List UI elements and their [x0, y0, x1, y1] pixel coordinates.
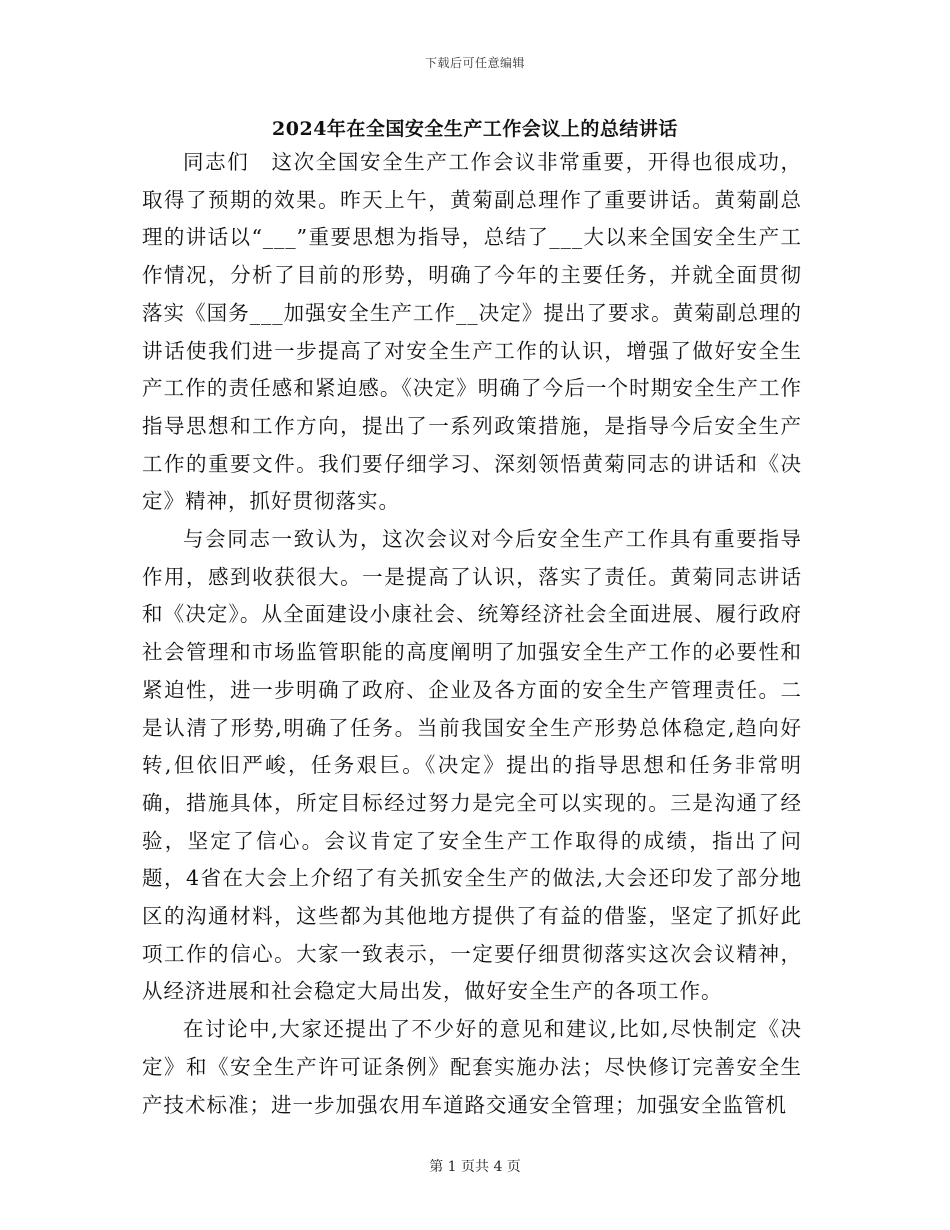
paragraph: 与会同志一致认为，这次会议对今后安全生产工作具有重要指导作用，感到收获很大。一是提高了认识，落实了责任。黄菊同志讲话和《决定》。从全面建设小康社会、统筹经济社会全面进展、履行政府社会管理和市场监管职能的高度阐明了加强安全生产工作的必要性和紧迫性，进一步明确了政府、企业及各方面的安全生产管理责任。二是认清了形势,明确了任务。当前我国安全生产形势总体稳定,趋向好转,但依旧严峻，任务艰巨。《决定》提出的指导思想和任务非常明确，措施具体，所定目标经过努力是完全可以实现的。三是沟通了经验，坚定了信心。会议肯定了安全生产工作取得的成绩，指出了问题，4省在大会上介绍了有关抓安全生产的做法,大会还印发了部分地区的沟通材料，这些都为其他地方提供了有益的借鉴，坚定了抓好此项工作的信心。大家一致表示，一定要仔细贯彻落实这次会议精神，从经济进展和社会稳定大局出发，做好安全生产的各项工作。	[142, 527, 802, 1004]
paragraph: 在讨论中,大家还提出了不少好的意见和建议,比如,尽快制定《决定》和《安全生产许可证条例》配套实施办法；尽快修订完善安全生产技术标准；进一步加强农用车道路交通安全管理；加强安全监管机	[142, 1017, 802, 1117]
document-title: 2024年在全国安全生产工作会议上的总结讲话	[272, 118, 678, 140]
paragraph: 同志们 这次全国安全生产工作会议非常重要，开得也很成功，取得了预期的效果。昨天上午，黄菊副总理作了重要讲话。黄菊副总理的讲话以“___”重要思想为指导，总结了___大以来全国安全生产工作情况，分析了目前的形势，明确了今年的主要任务，并就全面贯彻落实《国务___加强安全生产工作__决定》提出了要求。黄菊副总理的讲话使我们进一步提高了对安全生产工作的认识，增强了做好安全生产工作的责任感和紧迫感。《决定》明确了今后一个时期安全生产工作指导思想和工作方向，提出了一系列政策措施，是指导今后安全生产工作的重要文件。我们要仔细学习、深刻领悟黄菊同志的讲话和《决定》精神，抓好贯彻落实。	[142, 150, 802, 514]
page-number-footer: 第 1 页共 4 页	[429, 1159, 521, 1175]
header-note: 下载后可任意编辑	[424, 56, 525, 70]
document-body	[142, 144, 802, 1124]
